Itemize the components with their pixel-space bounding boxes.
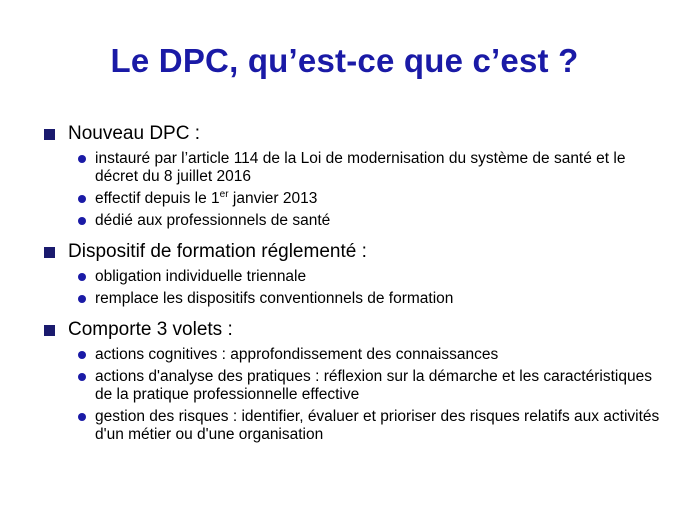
section-heading — [44, 122, 664, 146]
list-item-text: gestion des risques : identifier, évaluer et prioriser des risques relatifs aux activités d'un métier ou d'une organisation — [95, 408, 660, 443]
round-bullet-icon — [78, 273, 86, 281]
list-item — [78, 150, 664, 186]
bullet-list — [78, 346, 664, 444]
round-bullet-icon — [78, 217, 86, 225]
square-bullet-icon — [44, 325, 55, 336]
section-nouveau-dpc — [44, 122, 664, 230]
round-bullet-icon — [78, 155, 86, 163]
bullet-list — [78, 268, 664, 308]
list-item-text: instauré par l’article 114 de la Loi de modernisation du système de santé et le décret du 8 juillet 2016 — [95, 150, 626, 185]
round-bullet-icon — [78, 373, 86, 381]
list-item-text: actions cognitives : approfondissement des connaissances — [95, 346, 499, 363]
superscript: er — [219, 189, 229, 200]
list-item-text: obligation individuelle triennale — [95, 268, 307, 285]
list-item-text — [95, 190, 664, 208]
section-heading — [44, 240, 664, 264]
list-item — [78, 290, 664, 308]
list-item — [78, 346, 664, 364]
square-bullet-icon — [44, 247, 55, 258]
list-item — [78, 408, 664, 444]
square-bullet-icon — [44, 129, 55, 140]
list-item-text-after: janvier 2013 — [228, 190, 318, 207]
list-item — [78, 190, 664, 208]
list-item — [78, 268, 664, 286]
list-item-text-before: effectif depuis le 1 — [95, 190, 220, 207]
round-bullet-icon — [78, 413, 86, 421]
slide-title: Le DPC, qu’est-ce que c’est ? — [110, 42, 579, 79]
list-item — [78, 368, 664, 404]
bullet-list — [78, 150, 664, 230]
round-bullet-icon — [78, 195, 86, 203]
section-volets — [44, 318, 664, 444]
list-item — [78, 212, 664, 230]
list-item-text: dédié aux professionnels de santé — [95, 212, 331, 229]
section-heading-text: Dispositif de formation réglementé : — [68, 241, 367, 262]
round-bullet-icon — [78, 295, 86, 303]
section-heading-text: Nouveau DPC : — [68, 123, 201, 144]
section-heading — [44, 318, 664, 342]
slide-content — [44, 122, 664, 454]
list-item-text: remplace les dispositifs conventionnels de formation — [95, 290, 454, 307]
section-heading-text: Comporte 3 volets : — [68, 319, 233, 340]
section-dispositif — [44, 240, 664, 308]
list-item-text: actions d'analyse des pratiques : réflexion sur la démarche et les caractéristiques de la pratique professionnelle effective — [95, 368, 652, 403]
round-bullet-icon — [78, 351, 86, 359]
